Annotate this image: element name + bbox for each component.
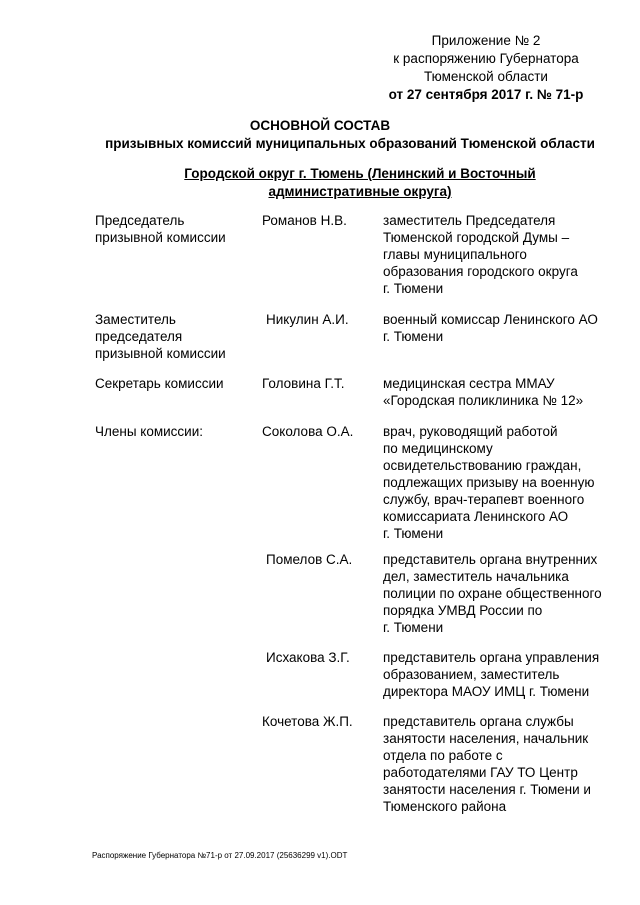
position-line: работодателями ГАУ ТО Центр xyxy=(383,765,578,780)
position-line: службу, врач-терапевт военного xyxy=(383,492,585,507)
member-position xyxy=(383,375,613,409)
position-line: главы муниципального xyxy=(383,247,527,262)
appendix-region: Тюменской области xyxy=(424,69,548,84)
member-position xyxy=(383,311,613,345)
appendix-reference: к распоряжению Губернатора xyxy=(393,51,579,66)
member-position xyxy=(383,713,613,815)
position-line: заместитель Председателя xyxy=(383,213,556,228)
position-line: по медицинскому xyxy=(383,441,493,456)
position-line: г. Тюмени xyxy=(383,329,444,344)
document-title xyxy=(0,117,640,153)
position-line: отдела по работе с xyxy=(383,748,503,763)
position-line: г. Тюмени xyxy=(383,526,444,541)
appendix-date: от 27 сентября 2017 г. № 71-р xyxy=(388,87,584,102)
role-line: призывной комиссии xyxy=(95,346,226,361)
appendix-block xyxy=(370,32,602,104)
position-line: порядка УМВД России по xyxy=(383,603,543,618)
position-line: полиции по охране общественного xyxy=(383,586,602,601)
member-position xyxy=(383,212,613,297)
member-name: Исхакова З.Г. xyxy=(266,650,350,665)
position-line: директора МАОУ ИМЦ г. Тюмени xyxy=(383,684,590,699)
role-line: Секретарь комиссии xyxy=(95,376,224,391)
member-role xyxy=(95,212,255,246)
member-name: Головина Г.Т. xyxy=(262,376,345,391)
role-line: председателя xyxy=(95,329,183,344)
document-footer: Распоряжение Губернатора №71-р от 27.09.2017 (25636299 v1).ODT xyxy=(92,851,348,860)
title-main: ОСНОВНОЙ СОСТАВ xyxy=(249,118,391,133)
position-line: дел, заместитель начальника xyxy=(383,569,569,584)
member-position xyxy=(383,551,613,636)
position-line: г. Тюмени xyxy=(383,281,444,296)
appendix-number: Приложение № 2 xyxy=(431,33,541,48)
position-line: образования городского округа xyxy=(383,264,578,279)
position-line: г. Тюмени xyxy=(383,620,444,635)
position-line: занятости населения, начальник xyxy=(383,731,589,746)
member-name: Кочетова Ж.П. xyxy=(262,714,353,729)
role-line: Председатель xyxy=(95,213,185,228)
position-line: представитель органа службы xyxy=(383,714,574,729)
position-line: Тюменской городской Думы – xyxy=(383,230,570,245)
member-name: Никулин А.И. xyxy=(266,312,349,327)
position-line: освидетельствованию граждан, xyxy=(383,458,582,473)
member-name: Романов Н.В. xyxy=(262,213,347,228)
member-name: Соколова О.А. xyxy=(262,424,354,439)
position-line: Тюменского района xyxy=(383,799,507,814)
district-line-2: административные округа) xyxy=(268,184,452,199)
district-line-1: Городской округ г. Тюмень (Ленинский и Восточный xyxy=(184,166,536,181)
role-line: Члены комиссии: xyxy=(95,424,204,439)
position-line: «Городская поликлиника № 12» xyxy=(383,393,584,408)
member-role xyxy=(95,423,255,440)
member-role xyxy=(95,375,255,392)
position-line: медицинская сестра ММАУ xyxy=(383,376,555,391)
position-line: военный комиссар Ленинского АО xyxy=(383,312,598,327)
position-line: занятости населения г. Тюмени и xyxy=(383,782,591,797)
role-line: призывной комиссии xyxy=(95,230,226,245)
position-line: представитель органа внутренних xyxy=(383,552,598,567)
position-line: образованием, заместитель xyxy=(383,667,560,682)
title-subtitle: призывных комиссий муниципальных образований Тюменской области xyxy=(105,136,595,151)
position-line: комиссариата Ленинского АО xyxy=(383,509,569,524)
member-position xyxy=(383,423,613,542)
role-line: Заместитель xyxy=(95,312,176,327)
position-line: подлежащих призыву на военную xyxy=(383,475,595,490)
member-name: Помелов С.А. xyxy=(266,552,353,567)
member-role xyxy=(95,311,255,362)
position-line: представитель органа управления xyxy=(383,650,600,665)
district-heading xyxy=(160,165,560,201)
position-line: врач, руководящий работой xyxy=(383,424,558,439)
member-position xyxy=(383,649,613,700)
